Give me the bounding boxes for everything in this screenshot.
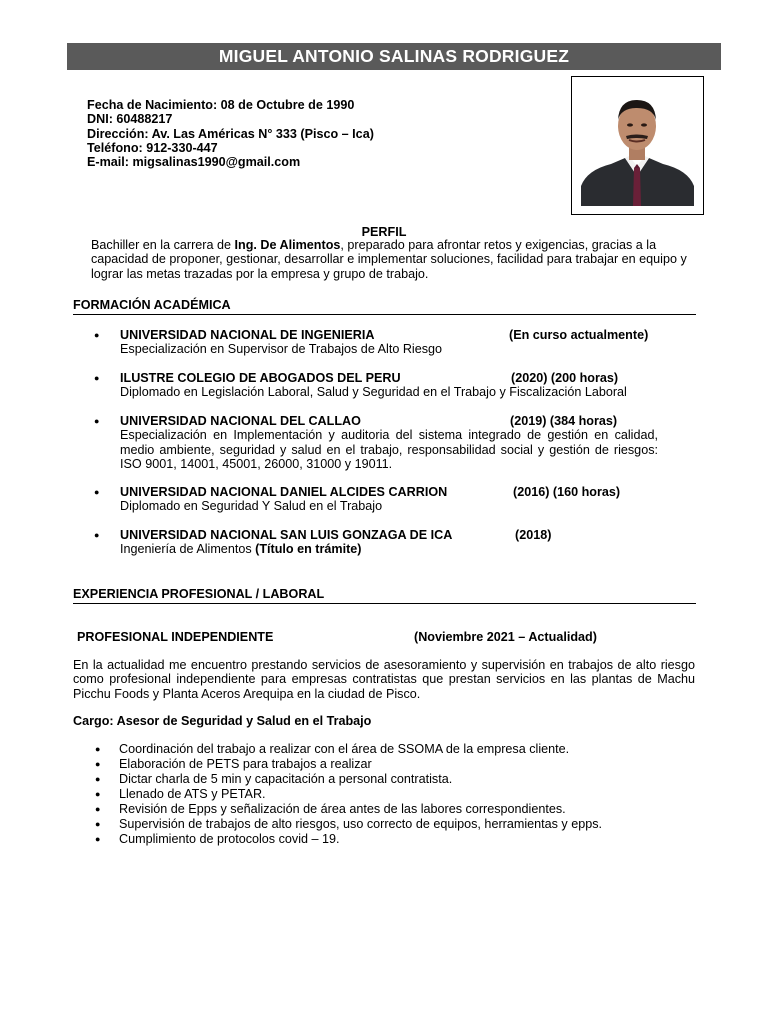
section-divider [73,603,696,604]
education-period: (2016) (160 horas) [513,485,621,499]
bullet-icon: ● [94,373,100,383]
address: Dirección: Av. Las Américas N° 333 (Pisco – Ica) [87,126,374,141]
education-description: Especialización en Implementación y auditoria del sistema integrado de gestión en calidad, medio ambiente, seguridad y salud en el trabajo, responsabilidad social y gestión de riesgos: ISO 9001, 14001, 45001, 26000, 31000 y 19011. [120,428,658,471]
task-item [0,757,768,772]
job-dates: (Noviembre 2021 – Actualidad) [414,630,597,644]
bullet-icon: ● [95,774,101,784]
name-header [67,43,721,70]
education-period: (2019) (384 horas) [510,414,618,428]
education-period: (2020) (200 horas) [511,371,619,385]
education-description-text: Ingeniería de Alimentos [120,542,256,557]
email: E-mail: migsalinas1990@gmail.com [87,155,301,170]
job-position: Cargo: Asesor de Seguridad y Salud en el Trabajo [73,714,372,728]
education-description: Especialización en Supervisor de Trabajos de Alto Riesgo [120,342,443,357]
bullet-icon: ● [95,834,101,844]
education-description: Diplomado en Seguridad Y Salud en el Trabajo [120,499,383,514]
perfil-text-start: Bachiller en la carrera de [91,238,235,252]
bullet-icon: ● [94,330,100,340]
task-item [0,832,768,847]
perfil-degree: Ing. De Alimentos [234,238,341,252]
task-text: Llenado de ATS y PETAR. [119,787,266,801]
task-item [0,742,768,757]
full-name: MIGUEL ANTONIO SALINAS RODRIGUEZ [218,46,570,66]
task-text: Coordinación del trabajo a realizar con el área de SSOMA de la empresa cliente. [119,742,570,756]
task-list [0,742,768,847]
experiencia-heading: EXPERIENCIA PROFESIONAL / LABORAL [73,587,325,601]
bullet-icon: ● [95,819,101,829]
institution-name: UNIVERSIDAD NACIONAL SAN LUIS GONZAGA DE ICA [120,528,453,542]
bullet-icon: ● [94,487,100,497]
job-description: En la actualidad me encuentro prestando servicios de asesoramiento y supervisión en trabajos de alto riesgo como profesional independiente para empresas contratistas que prestan servicios en las plantas de Machu Picchu Foods y Planta Aceros Arequipa en la ciudad de Pisco. [73,658,695,701]
bullet-icon: ● [95,759,101,769]
institution-name: ILUSTRE COLEGIO DE ABOGADOS DEL PERU [120,371,401,385]
phone: Teléfono: 912-330-447 [87,140,218,155]
task-item [0,787,768,802]
perfil-text [91,238,703,281]
dni: DNI: 60488217 [87,112,173,127]
section-divider [73,314,696,315]
institution-name: UNIVERSIDAD NACIONAL DEL CALLAO [120,414,361,428]
task-text: Revisión de Epps y señalización de área antes de las labores correspondientes. [119,802,566,816]
institution-name: UNIVERSIDAD NACIONAL DANIEL ALCIDES CARRION [120,485,448,499]
education-period: (En curso actualmente) [509,328,649,342]
task-text: Elaboración de PETS para trabajos a realizar [119,757,372,771]
profile-photo [571,76,704,215]
job-title: PROFESIONAL INDEPENDIENTE [77,630,274,644]
education-description: Diplomado en Legislación Laboral, Salud y Seguridad en el Trabajo y Fiscalización Laboral [120,385,627,400]
bullet-icon: ● [95,804,101,814]
education-description [120,542,658,556]
task-text: Supervisión de trabajos de alto riesgos, uso correcto de equipos, herramientas y epps. [119,817,603,831]
perfil-heading: PERFIL [361,225,407,239]
degree-status: (Título en trámite) [255,542,362,557]
task-text: Dictar charla de 5 min y capacitación a personal contratista. [119,772,453,786]
task-item [0,802,768,817]
task-text: Cumplimiento de protocolos covid – 19. [119,832,340,846]
bullet-icon: ● [95,789,101,799]
bullet-icon: ● [94,416,100,426]
education-period: (2018) [515,528,552,542]
birth-date: Fecha de Nacimiento: 08 de Octubre de 1990 [87,98,355,112]
contact-info [87,98,374,169]
perfil-text-end: , preparado para afrontar retos y exigencias, gracias a la capacidad de proponer, gestionar, desarrollar e implementar soluciones, facilidad para trabajar en equipo y lograr las metas trazadas por la empresa y grupo de trabajo. [91,238,687,281]
portrait-image [581,86,694,206]
bullet-icon: ● [94,530,100,540]
task-item [0,772,768,787]
formacion-heading: FORMACIÓN ACADÉMICA [73,298,231,312]
bullet-icon: ● [95,744,101,754]
institution-name: UNIVERSIDAD NACIONAL DE INGENIERIA [120,328,375,342]
task-item [0,817,768,832]
